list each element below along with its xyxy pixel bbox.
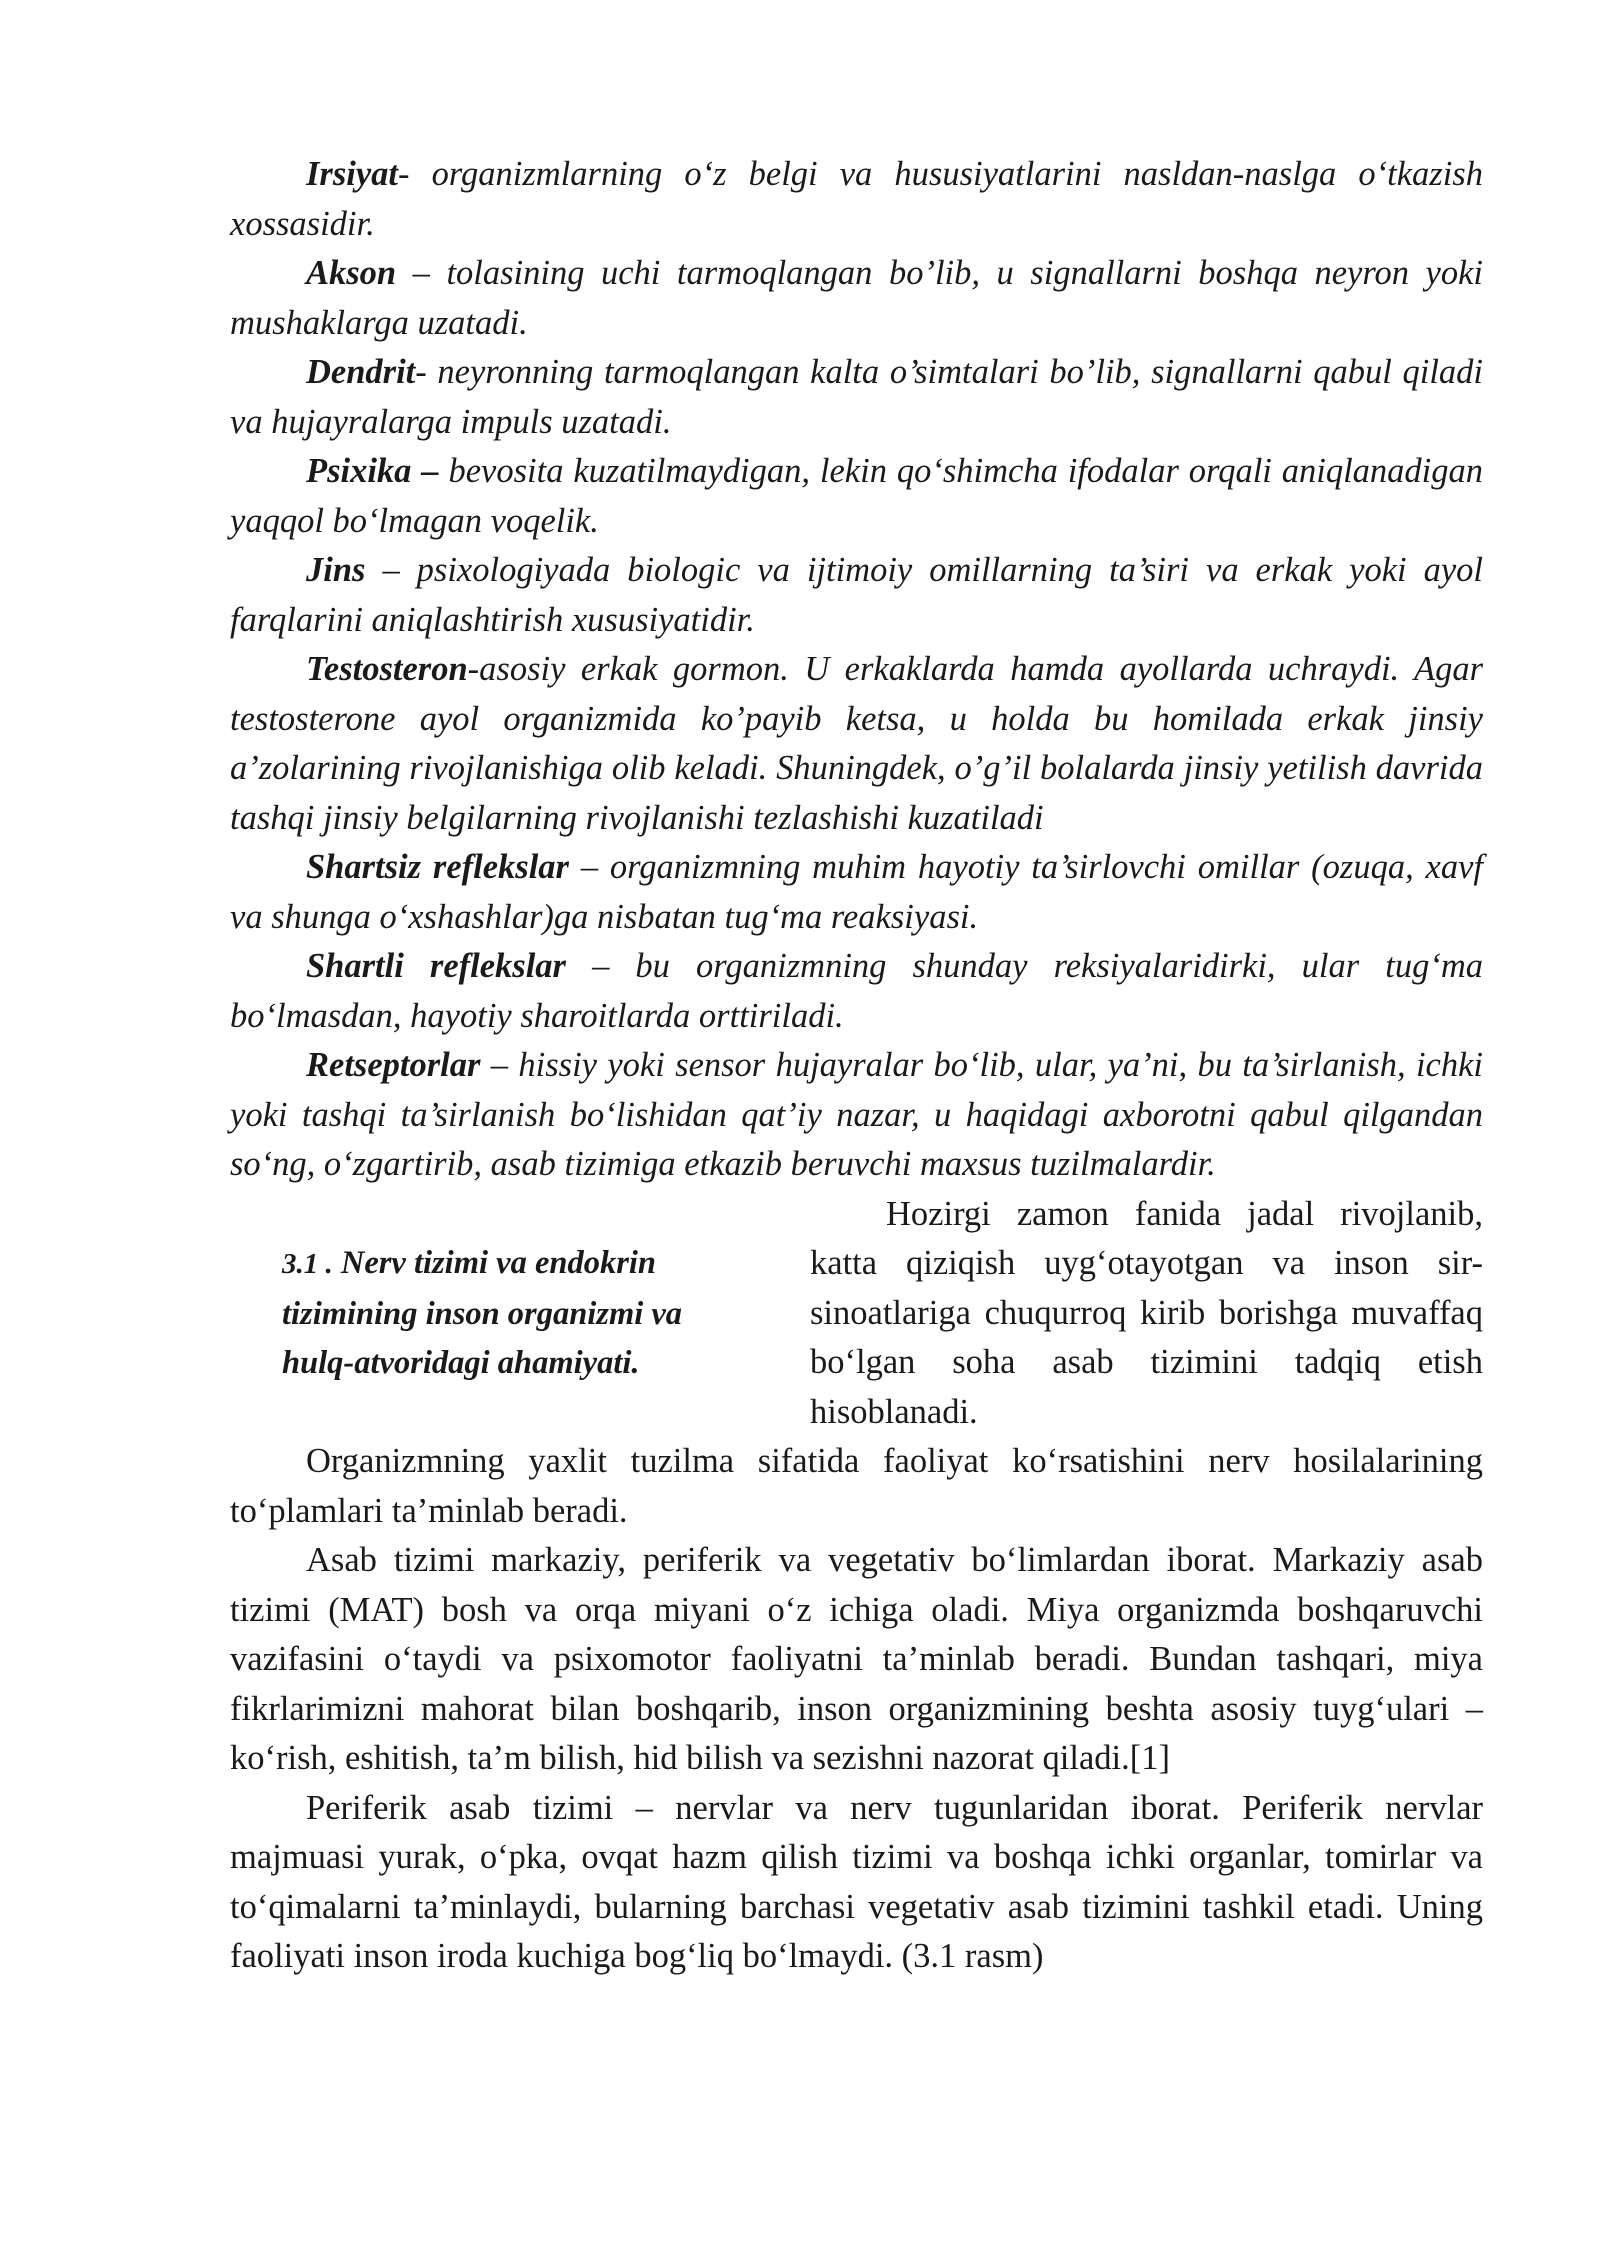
definition-jins xyxy=(230,546,1483,645)
definition-text: bevosita kuzatilmaydigan, lekin qo‘shimcha ifodalar orqali aniqlanadigan yaqqol bo‘lmagan voqelik. xyxy=(230,452,1484,540)
definition-term: Retseptorlar xyxy=(306,1046,481,1084)
definition-psixika xyxy=(230,447,1483,546)
definition-shartsiz-reflekslar xyxy=(230,843,1483,942)
definition-text: -asosiy erkak gormon. U erkaklarda hamda ayollarda uchraydi. Agar testosterone ayol organizmida ko’payib ketsa, u holda bu homilada erkak jinsiy a’zolarining rivojlanishiga olib keladi. Shuningdek, o’g’il bolalarda jinsiy yetilish davrida tashqi jinsiy belgilarning rivojlanishi tezlashishi kuzatiladi xyxy=(230,650,1483,837)
definition-term: Irsiyat xyxy=(306,155,399,193)
section-intro: Hozirgi zamon fanida jadal rivojlanib, katta qiziqish uyg‘otayotgan va inson sir-sinoatlariga chuqurroq kirib borishga muvaffaq bo‘lgan soha asab tizimini tadqiq etish hisoblanadi. xyxy=(810,1194,1483,1431)
definition-akson xyxy=(230,249,1483,348)
document-page xyxy=(230,150,1483,1982)
definition-term: Dendrit xyxy=(306,353,416,391)
definition-dendrit xyxy=(230,348,1483,447)
definition-text: – organizmning muhim hayotiy ta’sirlovchi omillar (ozuqa, xavf va shunga o‘xshashlar)ga nisbatan tug‘ma reaksiyasi. xyxy=(230,848,1484,936)
definition-text: – hissiy yoki sensor hujayralar bo‘lib, ular, ya’ni, bu ta’sirlanish, ichki yoki tashqi ta’sirlanish bo‘lishidan qat’iy nazar, u haqidagi axborotni qabul qilgandan so‘ng, o‘zgartirib, asab tizimiga etkazib beruvchi maxsus tuzilmalardir. xyxy=(230,1046,1483,1183)
body-paragraph: Periferik asab tizimi – nervlar va nerv tugunlaridan iborat. Periferik nervlar majmuasi yurak, o‘pka, ovqat hazm qilish tizimi va boshqa ichki organlar, tomirlar va to‘qimalarni ta’minlaydi, bularning barchasi vegetativ asab tizimini tashkil etadi. Uning faoliyati inson iroda kuchiga bog‘liq bo‘lmaydi. (3.1 rasm) xyxy=(230,1788,1483,1975)
definition-text: – bu organizmning shunday reksiyalaridirki, ular tug‘ma bo‘lmasdan, hayotiy sharoitlarda orttiriladi. xyxy=(230,947,1483,1035)
definition-text: - organizmlarning o‘z belgi va hususiyatlarini nasldan-naslga o‘tkazish xossasidir. xyxy=(230,155,1483,243)
definition-text: – psixologiyada biologic va ijtimoiy omillarning ta’siri va erkak yoki ayol farqlarini aniqlashtirish xususiyatidir. xyxy=(230,551,1483,639)
section-block xyxy=(230,1190,1483,1438)
definition-retseptorlar xyxy=(230,1041,1483,1190)
body-paragraph: Asab tizimi markaziy, periferik va vegetativ bo‘limlardan iborat. Markaziy asab tizimi (MAT) bosh va orqa miyani o‘z ichiga oladi. Miya organizmda boshqaruvchi vazifasini o‘taydi va psixomotor faoliyatni ta’minlab beradi. Bundan tashqari, miya fikrlarimizni mahorat bilan boshqarib, inson organizmining beshta asosiy tuyg‘ulari – ko‘rish, eshitish, ta’m bilish, hid bilish va sezishni nazorat qiladi.[1] xyxy=(230,1541,1483,1777)
definition-shartli-reflekslar xyxy=(230,942,1483,1041)
definition-term: Jins xyxy=(306,551,366,589)
body-paragraph: Organizmning yaxlit tuzilma sifatida faoliyat ko‘rsatishini nerv hosilalarining to‘plamlari ta’minlab beradi. xyxy=(230,1442,1483,1530)
definition-text: – tolasining uchi tarmoqlangan bo’lib, u signallarni boshqa neyron yoki mushaklarga uzatadi. xyxy=(230,254,1483,342)
section-title: Nerv tizimi va endokrin tizimining inson organizmi va hulq-atvoridagi ahamiyati. xyxy=(282,1245,683,1381)
definition-term: Akson xyxy=(306,254,397,292)
definition-irsiyat xyxy=(230,150,1483,249)
definition-term: Shartsiz reflekslar xyxy=(306,848,569,886)
definition-term: Shartli reflekslar xyxy=(306,947,566,985)
definition-term: Testosteron xyxy=(306,650,468,688)
section-heading xyxy=(230,1239,700,1389)
definition-testosteron xyxy=(230,645,1483,843)
definition-text: - neyronning tarmoqlangan kalta o’simtalari bo’lib, signallarni qabul qiladi va hujayralarga impuls uzatadi. xyxy=(230,353,1483,441)
section-number: 3.1 . xyxy=(282,1248,333,1280)
definition-term: Psixika – xyxy=(306,452,439,490)
